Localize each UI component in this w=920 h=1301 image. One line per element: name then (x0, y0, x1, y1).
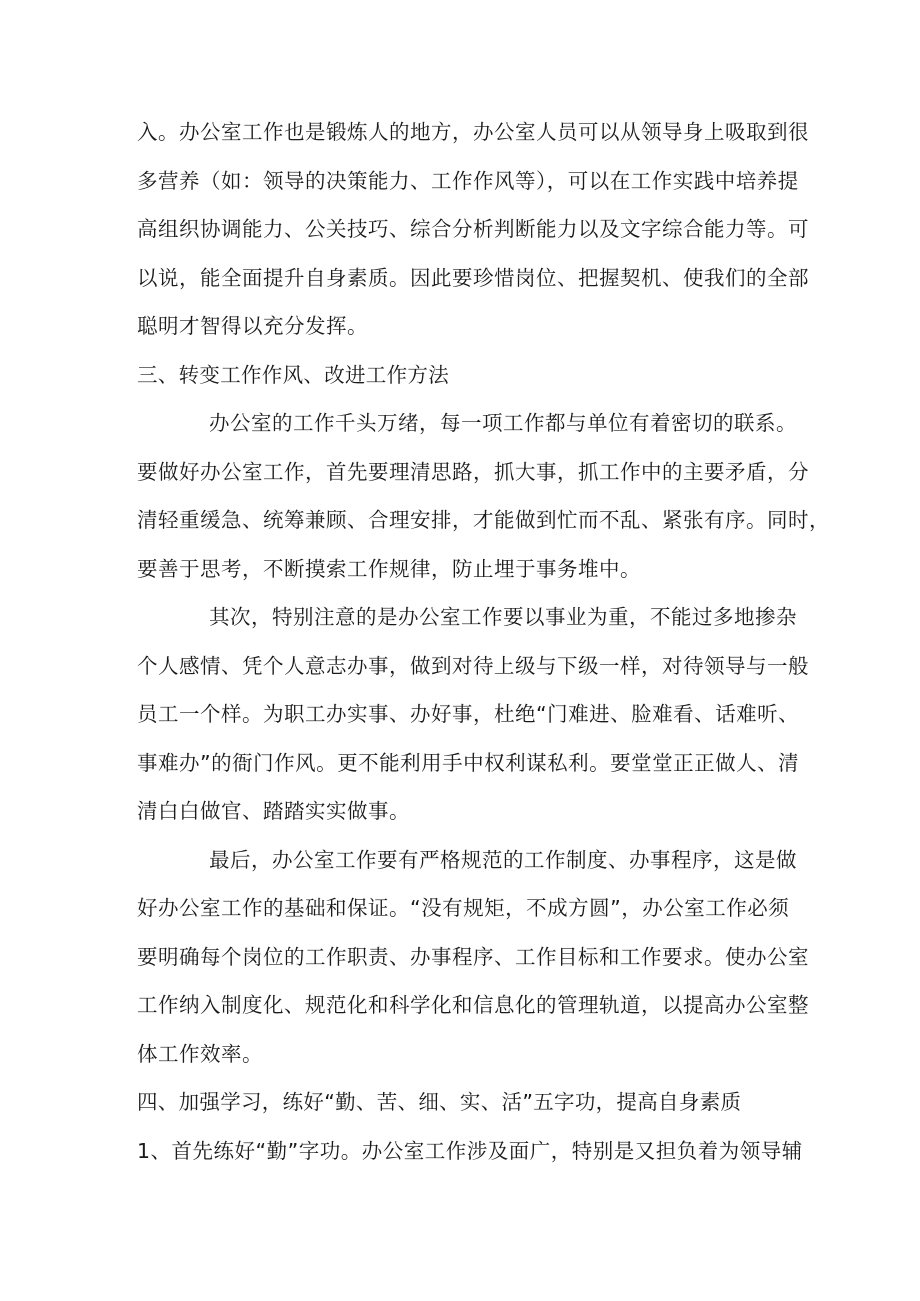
section-heading-3: 三、转变工作作风、改进工作方法 (137, 362, 449, 387)
text-line: 多营养（如：领导的决策能力、工作作风等），可以在工作实践中培养提 (137, 168, 799, 193)
text-line: 其次，特别注意的是办公室工作要以事业为重，不能过多地掺杂 (209, 605, 797, 629)
text-line: 最后，办公室工作要有严格规范的工作制度、办事程序，这是做 (209, 847, 797, 872)
text-line: 清白白做官、踏踏实实做事。 (137, 799, 410, 823)
text-line: 入。办公室工作也是锻炼人的地方，办公室人员可以从领导身上吸取到很 (137, 120, 809, 144)
text-line: 清轻重缓急、统筹兼顾、合理安排，才能做到忙而不乱、紧张有序。同时， (137, 508, 830, 532)
text-line: 聪明才智得以充分发挥。 (137, 314, 368, 338)
text-line: 要明确每个岗位的工作职责、办事程序、工作目标和工作要求。使办公室 (137, 944, 809, 969)
text-line: 以说，能全面提升自身素质。因此要珍惜岗位、把握契机、使我们的全部 (137, 265, 809, 290)
list-item-1: 1、首先练好“勤”字功。办公室工作涉及面广，特别是又担负着为领导辅 (137, 1138, 803, 1163)
text-line: 办公室的工作千头万绪，每一项工作都与单位有着密切的联系。 (209, 411, 797, 435)
text-line: 个人感情、凭个人意志办事，做到对待上级与下级一样，对待领导与一般 (137, 653, 809, 678)
text-line: 员工一个样。为职工办实事、办好事，杜绝“门难进、脸难看、话难听、 (137, 702, 800, 726)
text-line: 工作纳入制度化、规范化和科学化和信息化的管理轨道，以提高办公室整 (137, 993, 809, 1017)
text-line: 好办公室工作的基础和保证。“没有规矩，不成方圆”，办公室工作必须 (137, 896, 790, 920)
text-line: 体工作效率。 (137, 1041, 263, 1066)
text-line: 要做好办公室工作，首先要理清思路，抓大事，抓工作中的主要矛盾，分 (137, 459, 809, 484)
text-line: 事难办”的衙门作风。更不能利用手中权利谋私利。要堂堂正正做人、清 (137, 750, 800, 775)
section-heading-4: 四、加强学习，练好“勤、苦、细、实、活”五字功，提高自身素质 (137, 1090, 742, 1114)
document-body (137, 108, 830, 1175)
text-line: 要善于思考，不断摸索工作规律，防止埋于事务堆中。 (137, 556, 641, 581)
text-line: 高组织协调能力、公关技巧、综合分析判断能力以及文字综合能力等。可 (137, 217, 809, 241)
